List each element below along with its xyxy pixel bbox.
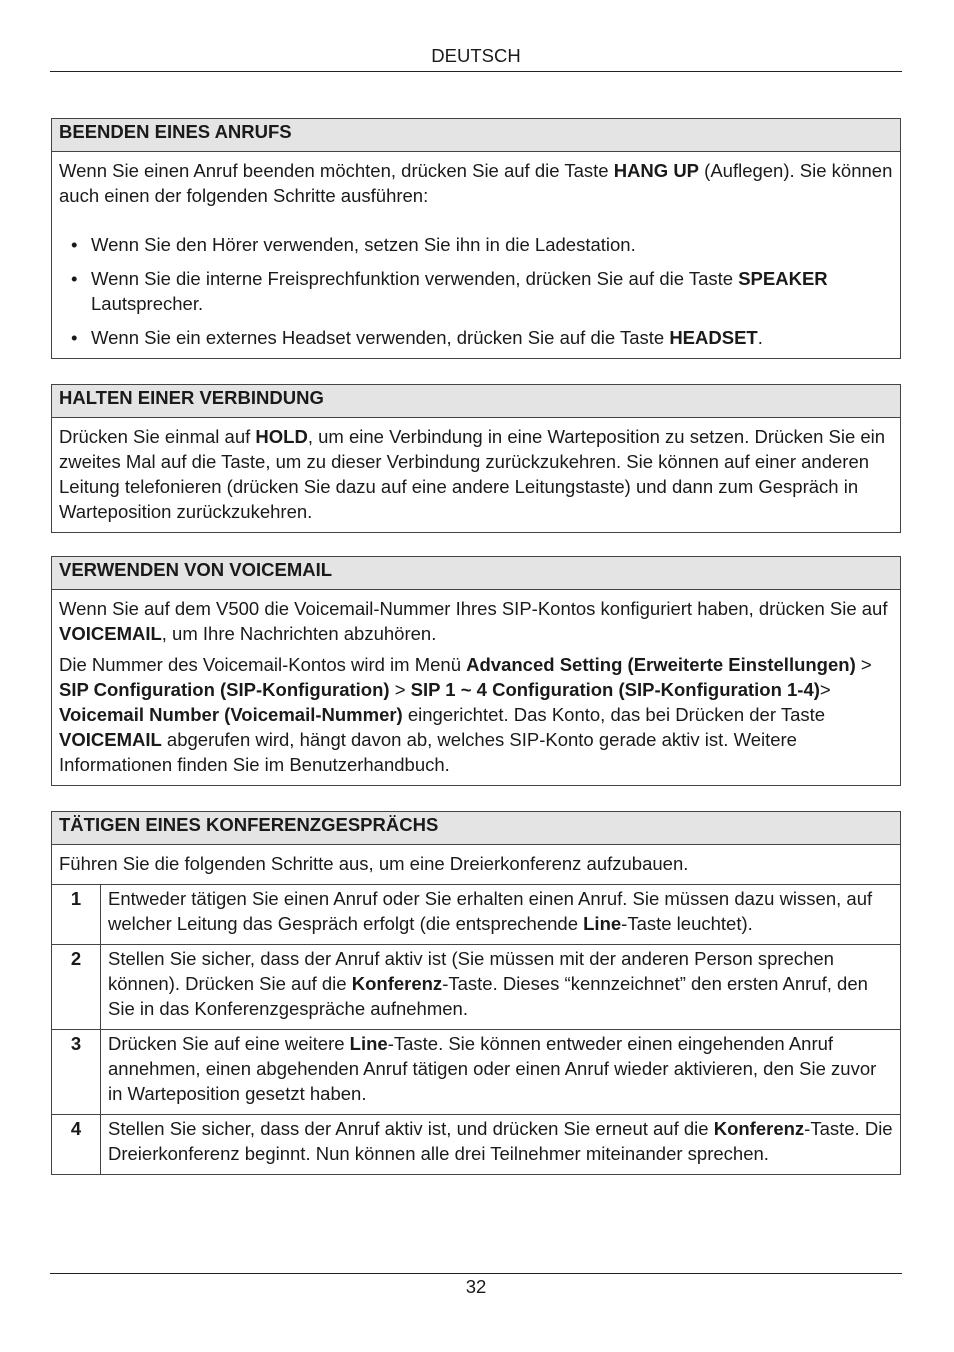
list-item: • Wenn Sie den Hörer verwenden, setzen Sie ihn in die Ladestation. bbox=[71, 234, 636, 255]
section-title-hold: HALTEN EINER VERBINDUNG bbox=[52, 385, 900, 418]
header-rule bbox=[50, 71, 902, 72]
step-text: Drücken Sie auf eine weitere Line-Taste. Sie können entweder einen eingehenden Anruf annehmen, einen abgehenden Anruf tätigen oder einen Anruf wieder aktivieren, den Sie zuvor in Warteposition gesetzt haben. bbox=[101, 1030, 901, 1115]
section-conference bbox=[51, 811, 901, 1175]
table-row bbox=[52, 945, 900, 1030]
section-title-voicemail: VERWENDEN VON VOICEMAIL bbox=[52, 557, 900, 590]
page-number: 32 bbox=[465, 1276, 487, 1297]
step-number: 3 bbox=[52, 1030, 101, 1115]
page-header-language: DEUTSCH bbox=[431, 45, 521, 66]
table-row bbox=[52, 1030, 900, 1115]
list-item: • Wenn Sie ein externes Headset verwenden, drücken Sie auf die Taste HEADSET. bbox=[71, 327, 763, 348]
section-title-conference: TÄTIGEN EINES KONFERENZGESPRÄCHS bbox=[52, 812, 900, 845]
voicemail-paragraph-1: Wenn Sie auf dem V500 die Voicemail-Nummer Ihres SIP-Kontos konfiguriert haben, drücken Sie auf VOICEMAIL, um Ihre Nachrichten abzuhören. bbox=[59, 598, 888, 644]
table-row bbox=[52, 1115, 900, 1175]
section-end-call bbox=[51, 118, 901, 359]
section-voicemail bbox=[51, 556, 901, 786]
list-item: • Wenn Sie die interne Freisprechfunktion verwenden, drücken Sie auf die Taste SPEAKER Lautsprecher. bbox=[71, 268, 828, 314]
step-number: 2 bbox=[52, 945, 101, 1030]
end-call-bullet-list bbox=[59, 232, 893, 350]
footer-rule bbox=[50, 1273, 902, 1274]
table-row bbox=[52, 885, 900, 945]
voicemail-paragraph-2: Die Nummer des Voicemail-Kontos wird im Menü Advanced Setting (Erweiterte Einstellungen) > SIP Configuration (SIP-Konfiguration) > SIP 1 ~ 4 Configuration (SIP-Konfiguration 1-4)> Voicemail Number (Voicemail-Nummer) eingerichtet. Das Konto, das bei Drücken der Taste VOICEMAIL abgerufen wird, hängt davon ab, welches SIP-Konto gerade aktiv ist. Weitere Informationen finden Sie im Benutzerhandbuch. bbox=[59, 654, 872, 775]
conference-steps-table bbox=[52, 884, 900, 1174]
step-number: 1 bbox=[52, 885, 101, 945]
step-text: Stellen Sie sicher, dass der Anruf aktiv ist, und drücken Sie erneut auf die Konferenz-Taste. Die Dreierkonferenz beginnt. Nun können alle drei Teilnehmer miteinander sprechen. bbox=[101, 1115, 901, 1175]
section-hold bbox=[51, 384, 901, 533]
hold-text: Drücken Sie einmal auf HOLD, um eine Verbindung in eine Warteposition zu setzen. Drücken Sie ein zweites Mal auf die Taste, um zu dieser Verbindung zurückzukehren. Sie können auf einer anderen Leitung telefonieren (drücken Sie dazu auf eine andere Leitungstaste) und dann zum Gespräch in Warteposition zurückzukehren. bbox=[59, 426, 886, 522]
section-body-hold bbox=[52, 418, 900, 532]
section-title-end-call: BEENDEN EINES ANRUFS bbox=[52, 119, 900, 152]
section-body-voicemail bbox=[52, 590, 900, 785]
step-text: Entweder tätigen Sie einen Anruf oder Sie erhalten einen Anruf. Sie müssen dazu wissen, auf welcher Leitung das Gespräch erfolgt (die entsprechende Line-Taste leuchtet). bbox=[101, 885, 901, 945]
section-body-end-call bbox=[52, 152, 900, 358]
step-text: Stellen Sie sicher, dass der Anruf aktiv ist (Sie müssen mit der anderen Person sprechen können). Drücken Sie auf die Konferenz-Taste. Dieses “kennzeichnet” den ersten Anruf, den Sie in das Konferenzgespräche aufnehmen. bbox=[101, 945, 901, 1030]
end-call-intro: Wenn Sie einen Anruf beenden möchten, drücken Sie auf die Taste HANG UP (Auflegen). Sie können auch einen der folgenden Schritte ausführen: bbox=[59, 160, 893, 206]
step-number: 4 bbox=[52, 1115, 101, 1175]
conference-intro: Führen Sie die folgenden Schritte aus, um eine Dreierkonferenz aufzubauen. bbox=[59, 853, 689, 874]
